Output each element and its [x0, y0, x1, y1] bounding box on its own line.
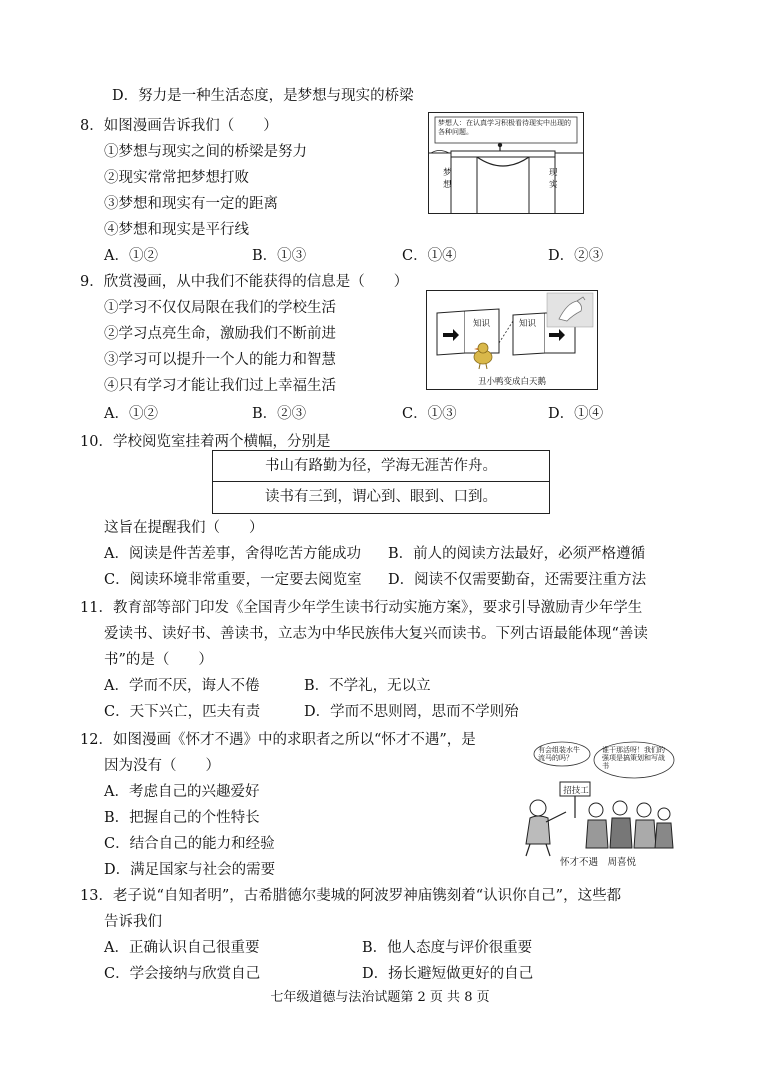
q12-comic-sign: 招技工 — [563, 786, 589, 796]
q7-option-d: D．努力是一种生活态度，是梦想与现实的桥梁 — [112, 88, 414, 104]
q9-stem: 9．欣赏漫画，从中我们不能获得的信息是（ ） — [80, 274, 409, 290]
q9-duck-swan-comic — [426, 290, 598, 390]
q11-line-2: 爱读书、读好书、善读书，立志为中华民族伟大复兴而读书。下列古语最能体现“善读 — [104, 626, 648, 642]
q9-item-1: ①学习不仅仅局限在我们的学校生活 — [104, 300, 336, 316]
q12-comic-bubble-1: 有会组装水牛流马的吗？ — [538, 746, 580, 762]
q12-job-seeker-comic — [516, 738, 678, 868]
q8-option-a: A．①② — [104, 248, 158, 264]
q10-banner-1: 书山有路勤为径，学海无涯苦作舟。 — [265, 458, 497, 474]
q9-option-d: D．①④ — [548, 406, 604, 422]
q9-item-4: ④只有学习才能让我们过上幸福生活 — [104, 378, 336, 394]
q10-option-b: B．前人的阅读方法最好，必须严格遵循 — [388, 546, 646, 562]
q9-option-b: B．②③ — [252, 406, 307, 422]
q11-line-1: 11．教育部等部门印发《全国青少年学生读书行动实施方案》，要求引导激励青少年学生 — [80, 600, 643, 616]
q12-option-a: A．考虑自己的兴趣爱好 — [104, 784, 260, 800]
q9-item-3: ③学习可以提升一个人的能力和智慧 — [104, 352, 336, 368]
q10-banners — [212, 450, 550, 514]
q8-option-b: B．①③ — [252, 248, 307, 264]
q8-comic-caption: 梦想人：在认真学习积极看待现实中出现的各种问题。 — [438, 119, 571, 136]
q10-option-d: D．阅读不仅需要勤奋，还需要注重方法 — [388, 572, 647, 588]
q11-option-a: A．学而不厌，诲人不倦 — [104, 678, 260, 694]
q11-option-d: D．学而不思则罔，思而不学则殆 — [304, 704, 519, 720]
q11-line-3: 书”的是（ ） — [104, 652, 213, 668]
q10-stem: 10．学校阅览室挂着两个横幅，分别是 — [80, 434, 331, 450]
q9-item-2: ②学习点亮生命，激励我们不断前进 — [104, 326, 336, 342]
q10-tail: 这旨在提醒我们（ ） — [104, 520, 264, 536]
q12-line-1: 12．如图漫画《怀才不遇》中的求职者之所以“怀才不遇”，是 — [80, 732, 476, 748]
page-footer: 七年级道德与法治试题第 2 页 共 8 页 — [270, 990, 490, 1005]
q8-item-2: ②现实常常把梦想打败 — [104, 170, 249, 186]
q9-comic-caption: 丑小鸭变成白天鹅 — [477, 377, 546, 387]
q13-line-1: 13．老子说“自知者明”，古希腊德尔斐城的阿波罗神庙镌刻着“认识你自己”，这些都 — [80, 888, 622, 904]
q12-comic-bubble-2: 谁干那活呀！我们的强项是搞策划和写战书 — [602, 746, 665, 770]
q9-comic-label-left: 知识 — [473, 319, 491, 329]
q12-option-c: C．结合自己的能力和经验 — [104, 836, 275, 852]
q9-comic-label-right: 知识 — [519, 319, 537, 329]
q13-option-b: B．他人态度与评价很重要 — [362, 940, 533, 956]
q8-item-3: ③梦想和现实有一定的距离 — [104, 196, 278, 212]
q11-option-c: C．天下兴亡，匹夫有责 — [104, 704, 261, 720]
q8-comic-right-label: 现实 — [549, 168, 558, 190]
q11-option-b: B．不学礼，无以立 — [304, 678, 431, 694]
q13-option-d: D．扬长避短做更好的自己 — [362, 966, 534, 982]
q12-comic-caption: 怀才不遇 周喜悦 — [560, 857, 637, 868]
q8-item-4: ④梦想和现实是平行线 — [104, 222, 249, 238]
q13-option-a: A．正确认识自己很重要 — [104, 940, 260, 956]
q12-line-2: 因为没有（ ） — [104, 758, 220, 774]
q8-comic-left-label: 梦想 — [443, 168, 452, 190]
q12-option-d: D．满足国家与社会的需要 — [104, 862, 276, 878]
q9-option-c: C．①③ — [402, 406, 457, 422]
q8-option-d: D．②③ — [548, 248, 604, 264]
q8-stem: 8．如图漫画告诉我们（ ） — [80, 118, 278, 134]
q10-option-c: C．阅读环境非常重要，一定要去阅览室 — [104, 572, 362, 588]
q13-line-2: 告诉我们 — [104, 914, 162, 930]
q13-option-c: C．学会接纳与欣赏自己 — [104, 966, 261, 982]
q8-bridge-comic — [428, 112, 584, 214]
q10-banner-2: 读书有三到，谓心到、眼到、口到。 — [213, 481, 549, 512]
q8-option-c: C．①④ — [402, 248, 457, 264]
q12-option-b: B．把握自己的个性特长 — [104, 810, 260, 826]
q9-option-a: A．①② — [104, 406, 158, 422]
q10-option-a: A．阅读是件苦差事，舍得吃苦方能成功 — [104, 546, 361, 562]
q8-item-1: ①梦想与现实之间的桥梁是努力 — [104, 144, 307, 160]
